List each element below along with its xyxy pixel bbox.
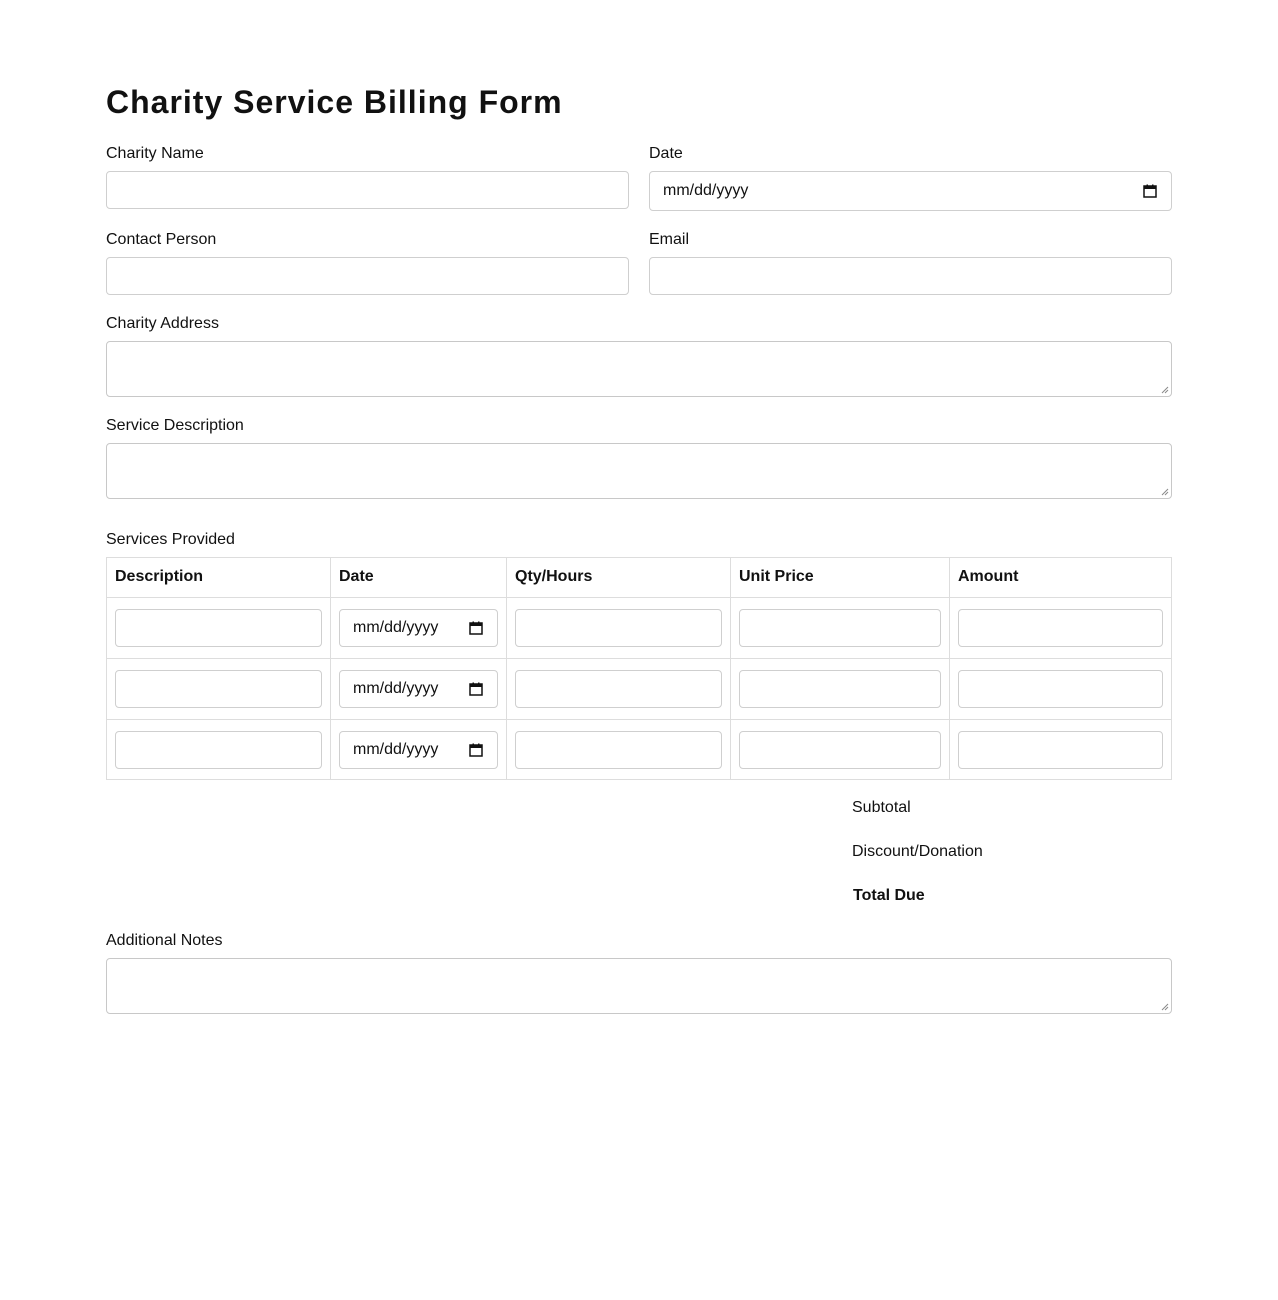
row-date-placeholder: mm/dd/yyyy bbox=[353, 619, 439, 636]
table-header-cell bbox=[950, 558, 1172, 598]
additional-notes-label: Additional Notes bbox=[106, 932, 223, 949]
row-date-placeholder: mm/dd/yyyy bbox=[353, 680, 439, 697]
table-row bbox=[331, 659, 507, 720]
row-description-input[interactable] bbox=[115, 609, 322, 647]
row-date-input[interactable] bbox=[339, 731, 498, 769]
row-amount-input[interactable] bbox=[958, 609, 1163, 647]
total-due-label: Total Due bbox=[853, 887, 925, 904]
calendar-icon[interactable] bbox=[469, 682, 483, 696]
calendar-icon[interactable] bbox=[469, 743, 483, 757]
calendar-icon[interactable] bbox=[1143, 184, 1157, 198]
services-table bbox=[106, 557, 1172, 780]
resize-grip-icon[interactable] bbox=[1161, 386, 1169, 394]
row-amount-input[interactable] bbox=[958, 731, 1163, 769]
email-input[interactable] bbox=[649, 257, 1172, 295]
charity-address-textarea[interactable] bbox=[106, 341, 1172, 397]
table-row bbox=[507, 598, 731, 659]
row-date-input[interactable] bbox=[339, 609, 498, 647]
table-header-cell bbox=[731, 558, 950, 598]
table-row bbox=[331, 720, 507, 780]
table-row bbox=[731, 598, 950, 659]
contact-person-input[interactable] bbox=[106, 257, 629, 295]
table-row bbox=[950, 720, 1172, 780]
service-description-label: Service Description bbox=[106, 417, 244, 434]
column-header-qty-hours: Qty/Hours bbox=[515, 568, 593, 585]
table-row bbox=[107, 720, 331, 780]
row-qty-input[interactable] bbox=[515, 670, 722, 708]
column-header-amount: Amount bbox=[958, 568, 1019, 585]
table-row bbox=[950, 659, 1172, 720]
table-row bbox=[107, 659, 331, 720]
row-unit-price-input[interactable] bbox=[739, 731, 941, 769]
date-label: Date bbox=[649, 145, 683, 162]
row-qty-input[interactable] bbox=[515, 609, 722, 647]
row-qty-input[interactable] bbox=[515, 731, 722, 769]
charity-name-label: Charity Name bbox=[106, 145, 204, 162]
row-date-placeholder: mm/dd/yyyy bbox=[353, 741, 439, 758]
charity-address-label: Charity Address bbox=[106, 315, 219, 332]
date-input[interactable] bbox=[649, 171, 1172, 211]
subtotal-label: Subtotal bbox=[852, 799, 911, 816]
resize-grip-icon[interactable] bbox=[1161, 488, 1169, 496]
row-unit-price-input[interactable] bbox=[739, 609, 941, 647]
email-label: Email bbox=[649, 231, 690, 248]
column-header-unit-price: Unit Price bbox=[739, 568, 814, 585]
discount-donation-label: Discount/Donation bbox=[852, 843, 983, 860]
date-placeholder: mm/dd/yyyy bbox=[663, 182, 749, 199]
table-header-cell bbox=[507, 558, 731, 598]
row-date-input[interactable] bbox=[339, 670, 498, 708]
charity-name-input[interactable] bbox=[106, 171, 629, 209]
resize-grip-icon[interactable] bbox=[1161, 1003, 1169, 1011]
row-unit-price-input[interactable] bbox=[739, 670, 941, 708]
calendar-icon[interactable] bbox=[469, 621, 483, 635]
row-description-input[interactable] bbox=[115, 670, 322, 708]
table-row bbox=[950, 598, 1172, 659]
page-title: Charity Service Billing Form bbox=[106, 84, 563, 120]
row-description-input[interactable] bbox=[115, 731, 322, 769]
service-description-textarea[interactable] bbox=[106, 443, 1172, 499]
table-header-cell bbox=[331, 558, 507, 598]
table-row bbox=[507, 720, 731, 780]
additional-notes-textarea[interactable] bbox=[106, 958, 1172, 1014]
table-row bbox=[331, 598, 507, 659]
row-amount-input[interactable] bbox=[958, 670, 1163, 708]
table-header-cell bbox=[107, 558, 331, 598]
services-provided-label: Services Provided bbox=[106, 531, 235, 548]
table-row bbox=[107, 598, 331, 659]
column-header-date: Date bbox=[339, 568, 374, 585]
table-row bbox=[731, 720, 950, 780]
contact-person-label: Contact Person bbox=[106, 231, 217, 248]
column-header-description: Description bbox=[115, 568, 204, 585]
table-row bbox=[507, 659, 731, 720]
table-row bbox=[731, 659, 950, 720]
